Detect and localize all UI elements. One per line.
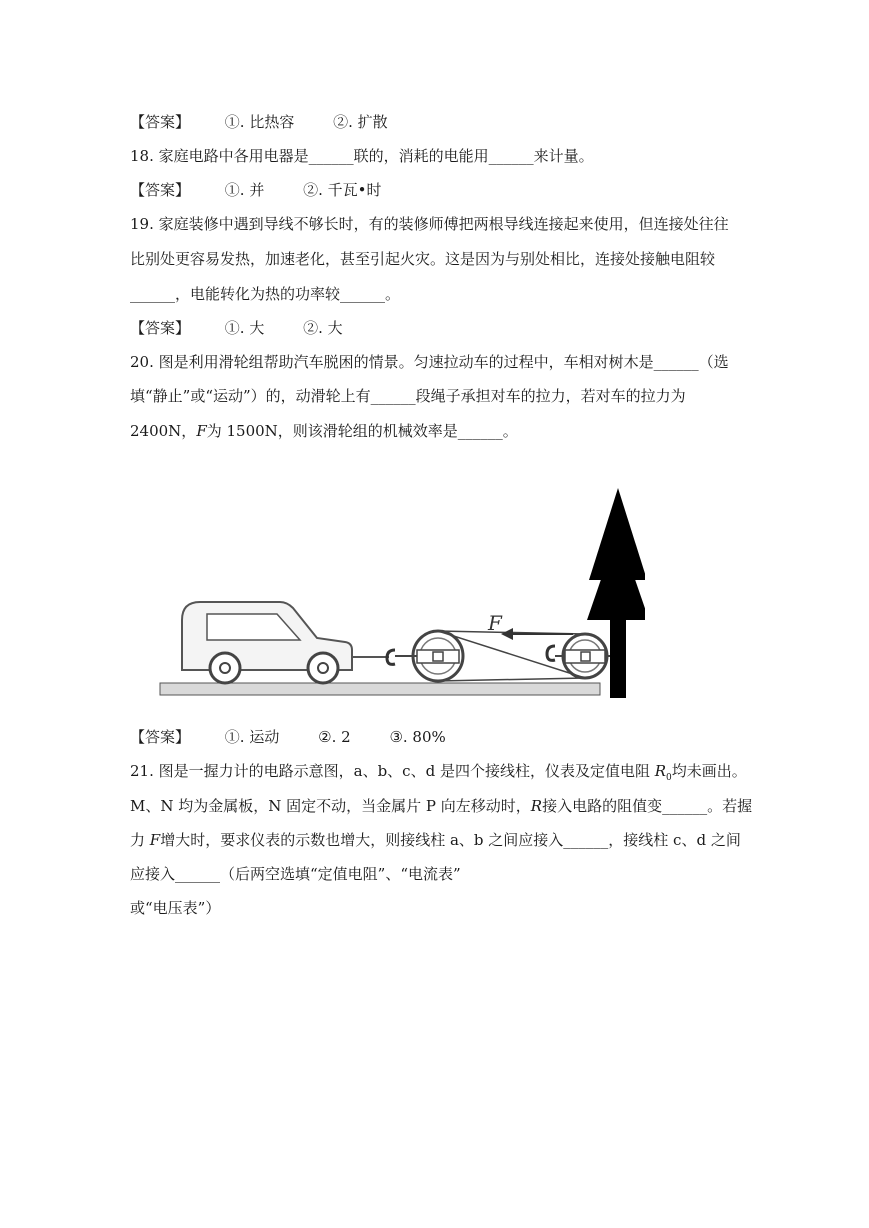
q21-line2-post: 接入电路的阻值变______。若握 bbox=[542, 797, 753, 815]
q20-question-line-3 bbox=[130, 421, 518, 441]
pulley-car-figure bbox=[155, 480, 645, 705]
q21-question-line-3 bbox=[130, 830, 741, 850]
q21-line3-pre: 力 bbox=[130, 831, 150, 849]
q17-answer-line bbox=[130, 112, 422, 132]
hook-icon-left bbox=[387, 650, 395, 664]
q19-question-line-3: ______，电能转化为热的功率较______。 bbox=[130, 285, 401, 303]
answer-item-2: ②. 2 bbox=[318, 728, 351, 746]
q20-question-line-1: 20. 图是利用滑轮组帮助汽车脱困的情景。匀速拉动车的过程中，车相对树木是______（选 bbox=[130, 353, 729, 371]
q20-question-line-2: 填“静止”或“运动”）的，动滑轮上有______段绳子承担对车的拉力，若对车的拉力为 bbox=[130, 387, 686, 405]
answer-tag: 【答案】 bbox=[130, 113, 191, 131]
answer-item-2: ②. 扩散 bbox=[333, 113, 388, 131]
car-icon bbox=[182, 602, 352, 683]
q21-resistor-variable: R bbox=[654, 762, 667, 780]
q21-line1-post: 均未画出。 bbox=[671, 762, 747, 780]
q18-answer-line bbox=[130, 180, 416, 200]
q20-force-variable: F bbox=[196, 422, 207, 440]
q21-line2-pre: M、N 均为金属板，N 固定不动，当金属片 P 向左移动时， bbox=[130, 797, 531, 815]
rope-lower bbox=[438, 678, 585, 681]
answer-item-1: ①. 并 bbox=[224, 181, 265, 199]
answer-item-1: ①. 比热容 bbox=[224, 113, 295, 131]
answer-item-2: ②. 大 bbox=[303, 319, 343, 337]
q18-question: 18. 家庭电路中各用电器是______联的，消耗的电能用______来计量。 bbox=[130, 147, 594, 165]
q20-line3-post: 为 1500N，则该滑轮组的机械效率是______。 bbox=[206, 422, 518, 440]
ground bbox=[160, 683, 600, 695]
q19-question-line-2: 比别处更容易发热，加速老化，甚至引起火灾。这是因为与别处相比，连接处接触电阻较 bbox=[130, 250, 716, 268]
q21-question-line-2 bbox=[130, 796, 752, 816]
force-arrow-icon bbox=[501, 628, 573, 640]
answer-item-1: ①. 运动 bbox=[224, 728, 280, 746]
q21-line1-pre: 21. 图是一握力计的电路示意图，a、b、c、d 是四个接线柱，仪表及定值电阻 bbox=[130, 762, 655, 780]
q21-question-line-5: 或“电压表”） bbox=[130, 899, 221, 917]
q21-force-variable: F bbox=[149, 831, 161, 849]
movable-pulley-icon bbox=[395, 631, 463, 681]
q21-line3-post: 增大时，要求仪表的示数也增大，则接线柱 a、b 之间应接入______，接线柱 c、d 之间 bbox=[160, 831, 741, 849]
answer-item-3: ③. 80% bbox=[389, 728, 446, 746]
q21-r-variable: R bbox=[530, 797, 543, 815]
q20-answer-line bbox=[130, 727, 480, 747]
q21-question-line-1 bbox=[130, 761, 747, 784]
q19-answer-line bbox=[130, 318, 377, 338]
answer-item-1: ①. 大 bbox=[224, 319, 265, 337]
answer-tag: 【答案】 bbox=[130, 181, 191, 199]
answer-tag: 【答案】 bbox=[130, 319, 191, 337]
hook-icon-right bbox=[547, 646, 555, 660]
answer-tag: 【答案】 bbox=[130, 728, 191, 746]
q20-line3-pre: 2400N， bbox=[130, 422, 197, 440]
q19-question-line-1: 19. 家庭装修中遇到导线不够长时，有的装修师傅把两根导线连接起来使用，但连接处往往 bbox=[130, 215, 729, 233]
q21-question-line-4: 应接入______（后两空选填“定值电阻”、“电流表” bbox=[130, 865, 461, 883]
force-label: F bbox=[488, 611, 502, 635]
q21-resistor-subscript: 0 bbox=[666, 773, 672, 783]
answer-item-2: ②. 千瓦•时 bbox=[303, 181, 382, 199]
